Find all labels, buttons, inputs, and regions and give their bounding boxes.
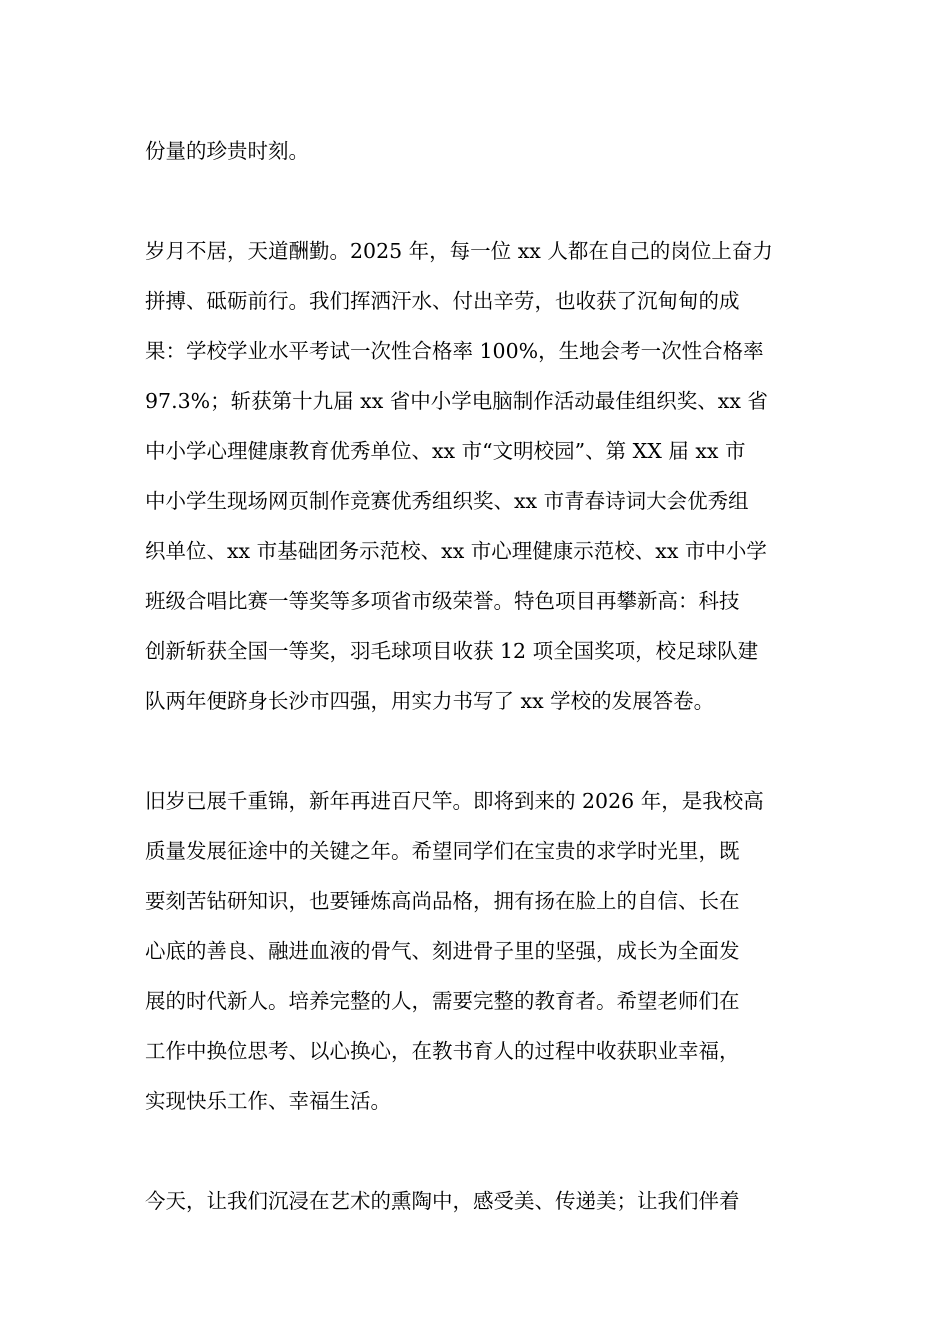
- paragraph-line: 拼搏、砥砺前行。我们挥洒汗水、付出辛劳，也收获了沉甸甸的成: [145, 289, 740, 313]
- paragraph-line: 今天，让我们沉浸在艺术的熏陶中，感受美、传递美；让我们伴着: [145, 1189, 740, 1213]
- paragraph-line: 中小学生现场网页制作竞赛优秀组织奖、xx 市青春诗词大会优秀组: [145, 489, 749, 513]
- paragraph-line: 岁月不居，天道酬勤。2025 年，每一位 xx 人都在自己的岗位上奋力: [145, 239, 773, 263]
- paragraph-line: 队两年便跻身长沙市四强，用实力书写了 xx 学校的发展答卷。: [145, 689, 715, 713]
- paragraph-line: 创新斩获全国一等奖，羽毛球项目收获 12 项全国奖项，校足球队建: [145, 639, 759, 663]
- paragraph-line: 质量发展征途中的关键之年。希望同学们在宝贵的求学时光里，既: [145, 839, 740, 863]
- paragraph-line: 心底的善良、融进血液的骨气、刻进骨子里的坚强，成长为全面发: [145, 939, 740, 963]
- paragraph-line: 班级合唱比赛一等奖等多项省市级荣誉。特色项目再攀新高：科技: [145, 589, 740, 613]
- paragraph-line: 织单位、xx 市基础团务示范校、xx 市心理健康示范校、xx 市中小学: [145, 539, 767, 563]
- paragraph-line: 展的时代新人。培养完整的人，需要完整的教育者。希望老师们在: [145, 989, 740, 1013]
- paragraph-line: 果：学校学业水平考试一次性合格率 100%，生地会考一次性合格率: [145, 339, 764, 363]
- paragraph-line: 份量的珍贵时刻。: [145, 139, 309, 163]
- paragraph-line: 97.3%；斩获第十九届 xx 省中小学电脑制作活动最佳组织奖、xx 省: [145, 389, 768, 413]
- paragraph-line: 实现快乐工作、幸福生活。: [145, 1089, 391, 1113]
- paragraph-line: 旧岁已展千重锦，新年再进百尺竿。即将到来的 2026 年，是我校高: [145, 789, 764, 813]
- paragraph-line: 工作中换位思考、以心换心，在教书育人的过程中收获职业幸福，: [145, 1039, 740, 1063]
- paragraph-line: 要刻苦钻研知识，也要锤炼高尚品格，拥有扬在脸上的自信、长在: [145, 889, 740, 913]
- paragraph-line: 中小学心理健康教育优秀单位、xx 市“文明校园”、第 XX 届 xx 市: [145, 439, 746, 463]
